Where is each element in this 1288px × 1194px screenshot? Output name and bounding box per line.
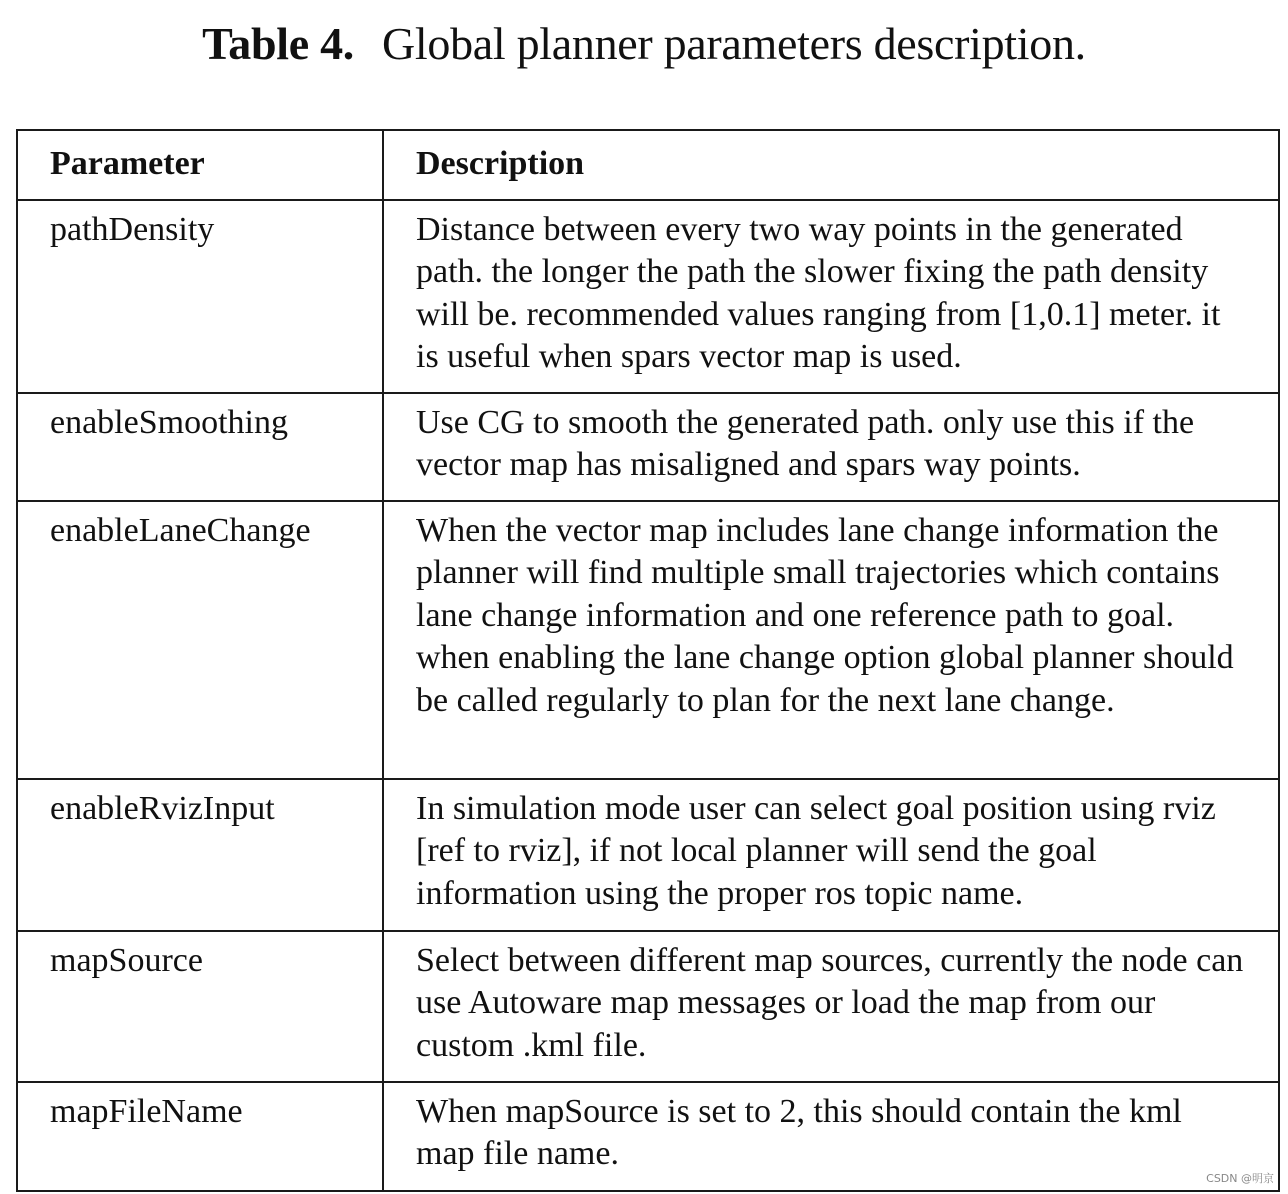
table-row — [17, 501, 1279, 779]
parameters-table — [16, 129, 1280, 1192]
parameter-description: In simulation mode user can select goal position using rviz [ref to rviz], if not local planner will send the goal information using the proper ros topic name. — [383, 779, 1279, 931]
table-row — [17, 931, 1279, 1082]
parameter-name: enableSmoothing — [17, 393, 383, 501]
table-row — [17, 779, 1279, 931]
parameter-name: enableRvizInput — [17, 779, 383, 931]
header-description: Description — [383, 130, 1279, 200]
table-row — [17, 200, 1279, 393]
table-header-row — [17, 130, 1279, 200]
table-row — [17, 393, 1279, 501]
parameter-description: Distance between every two way points in the generated path. the longer the path the slower fixing the path density will be. recommended values ranging from [1,0.1] meter. it is useful when spars vector map is used. — [383, 200, 1279, 393]
caption-title: Global planner parameters description. — [381, 18, 1086, 69]
parameter-description: Use CG to smooth the generated path. only use this if the vector map has misaligned and spars way points. — [383, 393, 1279, 501]
parameter-name: enableLaneChange — [17, 501, 383, 779]
table-row — [17, 1082, 1279, 1191]
parameter-name: pathDensity — [17, 200, 383, 393]
parameter-description: When mapSource is set to 2, this should contain the kml map file name. — [383, 1082, 1279, 1191]
caption-label: Table 4. — [202, 18, 354, 69]
watermark: CSDN @明京 — [1206, 1172, 1274, 1185]
header-parameter: Parameter — [17, 130, 383, 200]
parameter-name: mapSource — [17, 931, 383, 1082]
parameter-name: mapFileName — [17, 1082, 383, 1191]
table-caption — [0, 14, 1288, 74]
parameter-description: Select between different map sources, currently the node can use Autoware map messages or load the map from our custom .kml file. — [383, 931, 1279, 1082]
parameter-description: When the vector map includes lane change information the planner will find multiple small trajectories which contains lane change information and one reference path to goal. when enabling the lane change option global planner should be called regularly to plan for the next lane change. — [383, 501, 1279, 779]
